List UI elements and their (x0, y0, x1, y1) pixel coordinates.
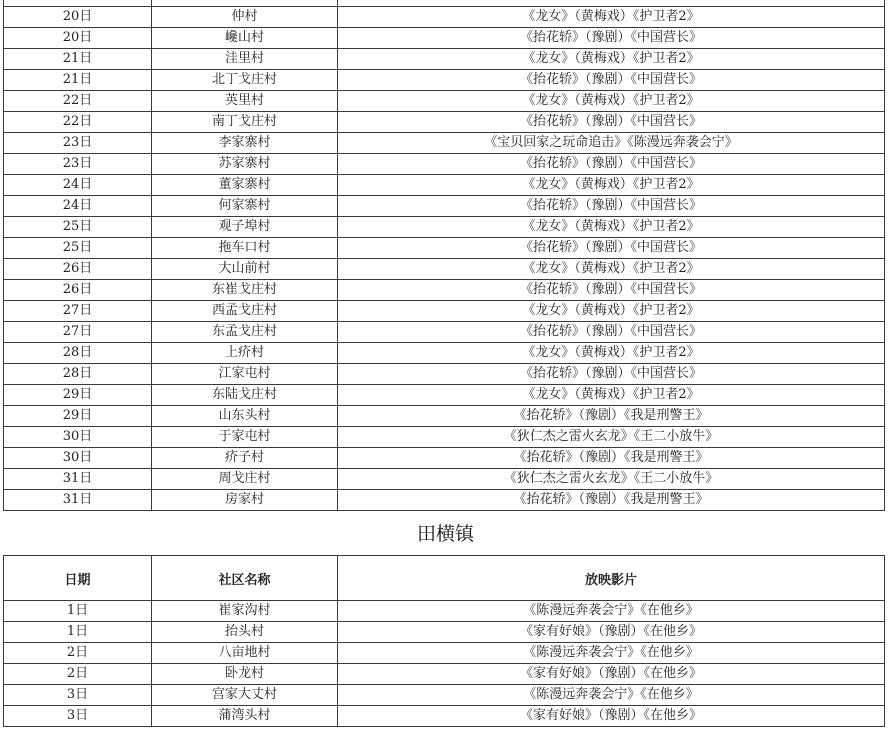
table-row (4, 112, 885, 133)
date-cell: 24日 (4, 196, 152, 217)
films-cell: 《抬花轿》（豫剧）《中国营长》 (338, 280, 885, 301)
village-cell: 山东头村 (152, 406, 338, 427)
village-cell: 江家屯村 (152, 364, 338, 385)
table-row (4, 427, 885, 448)
village-cell: 巉山村 (152, 28, 338, 49)
date-cell: 2日 (4, 664, 152, 685)
village-cell: 观子埠村 (152, 217, 338, 238)
table-row (4, 259, 885, 280)
date-cell: 29日 (4, 406, 152, 427)
village-cell: 南丁戈庄村 (152, 112, 338, 133)
schedule-table-continued (3, 0, 885, 511)
village-cell: 于家屯村 (152, 427, 338, 448)
schedule-table-body (4, 0, 885, 511)
films-cell: 《龙女》（黄梅戏）《护卫者2》 (338, 259, 885, 280)
village-cell: 疥子村 (152, 448, 338, 469)
films-cell: 《抬花轿》（豫剧）《中国营长》 (338, 70, 885, 91)
village-cell: 李家寨村 (152, 133, 338, 154)
table-row (4, 28, 885, 49)
header-date: 日期 (4, 556, 152, 601)
table-row (4, 385, 885, 406)
table-row (4, 175, 885, 196)
village-cell: 北丁戈庄村 (152, 70, 338, 91)
village-cell: 东孟戈庄村 (152, 322, 338, 343)
date-cell: 25日 (4, 238, 152, 259)
date-cell: 21日 (4, 70, 152, 91)
date-cell: 27日 (4, 301, 152, 322)
table-row (4, 469, 885, 490)
date-cell: 28日 (4, 343, 152, 364)
village-cell: 抬头村 (152, 622, 338, 643)
table-row (4, 685, 885, 706)
table-row (4, 664, 885, 685)
header-village: 社区名称 (152, 556, 338, 601)
table-row (4, 70, 885, 91)
films-cell: 《龙女》（黄梅戏）《护卫者2》 (338, 91, 885, 112)
films-cell: 《抬花轿》（豫剧）《中国营长》 (338, 322, 885, 343)
table-row (4, 622, 885, 643)
date-cell: 22日 (4, 112, 152, 133)
table-row (4, 280, 885, 301)
films-cell: 《陈漫远奔袭会宁》《在他乡》 (338, 601, 885, 622)
date-cell: 23日 (4, 154, 152, 175)
films-cell: 《龙女》（黄梅戏）《护卫者2》 (338, 385, 885, 406)
date-cell: 27日 (4, 322, 152, 343)
village-cell: 卧龙村 (152, 664, 338, 685)
village-cell: 宫家大丈村 (152, 685, 338, 706)
date-cell: 1日 (4, 622, 152, 643)
films-cell: 《抬花轿》（豫剧）《我是刑警王》 (338, 448, 885, 469)
table-row (4, 154, 885, 175)
village-cell: 崔家沟村 (152, 601, 338, 622)
village-cell: 蒲湾头村 (152, 706, 338, 727)
date-cell: 22日 (4, 91, 152, 112)
village-cell: 东崔戈庄村 (152, 280, 338, 301)
table-row (4, 490, 885, 511)
films-cell: 《抬花轿》（豫剧）《中国营长》 (338, 238, 885, 259)
films-cell: 《龙女》（黄梅戏）《护卫者2》 (338, 7, 885, 28)
header-films: 放映影片 (338, 556, 885, 601)
table-row (4, 643, 885, 664)
films-cell: 《陈漫远奔袭会宁》《在他乡》 (338, 685, 885, 706)
village-cell: 苏家寨村 (152, 154, 338, 175)
date-cell: 26日 (4, 280, 152, 301)
table-row (4, 133, 885, 154)
date-cell: 24日 (4, 175, 152, 196)
village-cell: 西孟戈庄村 (152, 301, 338, 322)
village-cell: 周戈庄村 (152, 469, 338, 490)
table-row (4, 238, 885, 259)
films-cell: 《抬花轿》（豫剧）《中国营长》 (338, 364, 885, 385)
date-cell: 3日 (4, 685, 152, 706)
date-cell: 3日 (4, 706, 152, 727)
films-cell: 《狄仁杰之雷火玄龙》《王二小放牛》 (338, 427, 885, 448)
films-cell: 《龙女》（黄梅戏）《护卫者2》 (338, 217, 885, 238)
films-cell: 《抬花轿》（豫剧）《中国营长》 (338, 154, 885, 175)
films-cell: 《龙女》（黄梅戏）《护卫者2》 (338, 301, 885, 322)
films-cell: 《龙女》（黄梅戏）《护卫者2》 (338, 49, 885, 70)
schedule-table-body (4, 601, 885, 727)
village-cell: 英里村 (152, 91, 338, 112)
table-row (4, 448, 885, 469)
films-cell: 《陈漫远奔袭会宁》《在他乡》 (338, 643, 885, 664)
films-cell: 《龙女》（黄梅戏）《护卫者2》 (338, 175, 885, 196)
village-cell: 拖车口村 (152, 238, 338, 259)
films-cell: 《抬花轿》（豫剧）《中国营长》 (338, 112, 885, 133)
films-cell: 《抬花轿》（豫剧）《中国营长》 (338, 28, 885, 49)
films-cell: 《抬花轿》（豫剧）《我是刑警王》 (338, 406, 885, 427)
date-cell: 26日 (4, 259, 152, 280)
table-header-row (4, 556, 885, 601)
date-cell: 20日 (4, 7, 152, 28)
table-row (4, 301, 885, 322)
village-cell: 上疥村 (152, 343, 338, 364)
date-cell: 2日 (4, 643, 152, 664)
table-row (4, 91, 885, 112)
date-cell: 25日 (4, 217, 152, 238)
village-cell: 洼里村 (152, 49, 338, 70)
date-cell: 21日 (4, 49, 152, 70)
table-row (4, 706, 885, 727)
date-cell: 30日 (4, 448, 152, 469)
village-cell: 东陆戈庄村 (152, 385, 338, 406)
table-row (4, 322, 885, 343)
date-cell: 20日 (4, 28, 152, 49)
date-cell: 23日 (4, 133, 152, 154)
village-cell: 八亩地村 (152, 643, 338, 664)
table-row (4, 217, 885, 238)
village-cell: 仲村 (152, 7, 338, 28)
village-cell: 房家村 (152, 490, 338, 511)
table-row (4, 196, 885, 217)
films-cell: 《宝贝回家之玩命追击》《陈漫远奔袭会宁》 (338, 133, 885, 154)
films-cell: 《狄仁杰之雷火玄龙》《王二小放牛》 (338, 469, 885, 490)
table-row (4, 406, 885, 427)
films-cell: 《抬花轿》（豫剧）《中国营长》 (338, 196, 885, 217)
tianheng-schedule-table (3, 555, 885, 727)
date-cell: 1日 (4, 601, 152, 622)
table-row (4, 49, 885, 70)
films-cell: 《家有好娘》（豫剧）《在他乡》 (338, 622, 885, 643)
date-cell: 30日 (4, 427, 152, 448)
films-cell: 《龙女》（黄梅戏）《护卫者2》 (338, 343, 885, 364)
date-cell: 29日 (4, 385, 152, 406)
table-row (4, 601, 885, 622)
date-cell: 31日 (4, 469, 152, 490)
films-cell: 《抬花轿》（豫剧）《我是刑警王》 (338, 490, 885, 511)
village-cell: 何家寨村 (152, 196, 338, 217)
films-cell: 《家有好娘》（豫剧）《在他乡》 (338, 664, 885, 685)
village-cell: 大山前村 (152, 259, 338, 280)
table-row (4, 364, 885, 385)
table-row (4, 343, 885, 364)
date-cell: 31日 (4, 490, 152, 511)
date-cell: 28日 (4, 364, 152, 385)
section-title: 田横镇 (416, 523, 474, 545)
village-cell: 董家寨村 (152, 175, 338, 196)
films-cell: 《家有好娘》（豫剧）《在他乡》 (338, 706, 885, 727)
table-row (4, 7, 885, 28)
